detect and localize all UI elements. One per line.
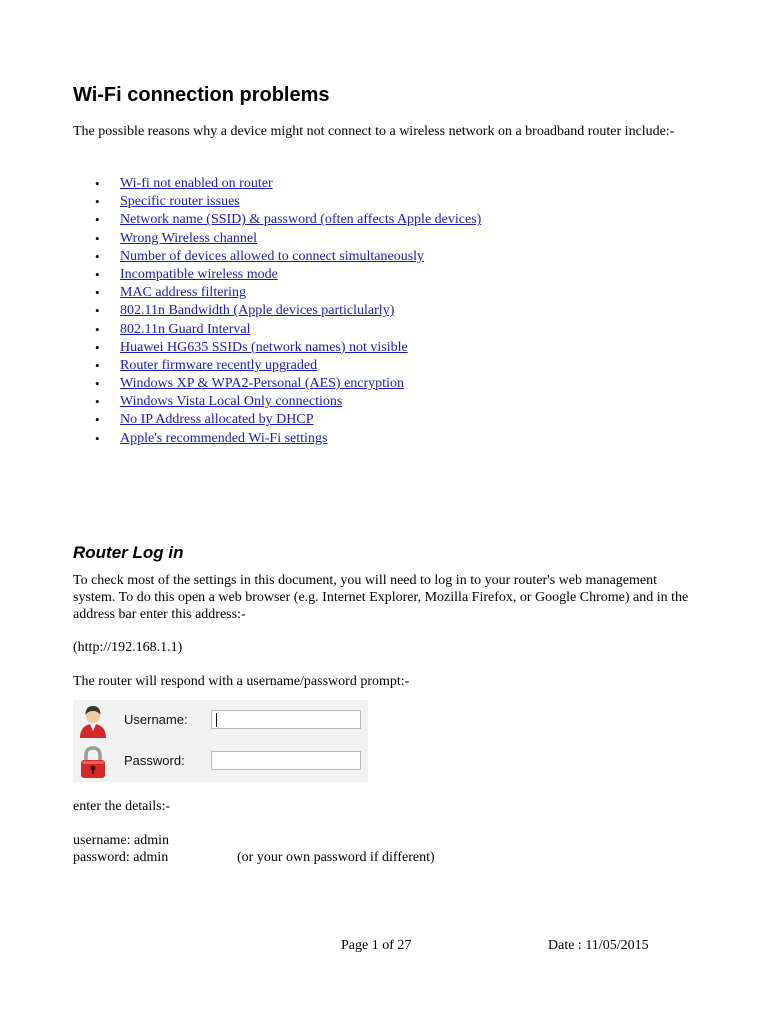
- list-item: [73, 321, 481, 339]
- password-line: password: admin: [73, 850, 169, 865]
- reason-link[interactable]: No IP Address allocated by DHCP: [120, 412, 314, 428]
- section-title: Router Log in: [73, 543, 184, 562]
- reason-link[interactable]: Apple's recommended Wi-Fi settings: [120, 430, 328, 446]
- login-prompt-image: [73, 700, 368, 782]
- password-row: [73, 741, 368, 782]
- reason-link[interactable]: Huawei HG635 SSIDs (network names) not visible: [120, 339, 408, 355]
- list-item: [73, 411, 481, 429]
- username-row: [73, 700, 368, 741]
- list-item: [73, 230, 481, 248]
- bullet: •: [95, 248, 100, 264]
- list-item: [73, 266, 481, 284]
- password-input[interactable]: [211, 751, 361, 770]
- list-item: [73, 302, 481, 320]
- list-item: [73, 248, 481, 266]
- document-date: Date : 11/05/2015: [548, 938, 649, 953]
- bullet: •: [95, 357, 100, 373]
- reason-link[interactable]: Number of devices allowed to connect simultaneously: [120, 248, 425, 264]
- list-item: [73, 393, 481, 411]
- bullet: •: [95, 176, 100, 191]
- bullet: •: [95, 394, 100, 410]
- login-instructions: To check most of the settings in this document, you will need to log in to your router's web management system. To do this open a web browser (e.g. Internet Explorer, Mozilla Firefox, or Google Chrome) and in the address bar enter this address:-: [73, 573, 689, 622]
- bullet: •: [95, 230, 100, 246]
- page-title: Wi-Fi connection problems: [73, 84, 330, 106]
- password-line-row: [73, 849, 435, 866]
- list-item: [73, 175, 481, 193]
- page-number: Page 1 of 27: [341, 938, 412, 953]
- reasons-list: [73, 175, 481, 448]
- username-input[interactable]: [211, 710, 361, 729]
- text-cursor: [216, 713, 217, 727]
- bullet: •: [95, 321, 100, 337]
- user-icon: [75, 703, 111, 739]
- intro-paragraph: The possible reasons why a device might not connect to a wireless network on a broadband router include:-: [73, 124, 675, 139]
- prompt-text: The router will respond with a username/password prompt:-: [73, 674, 410, 689]
- bullet: •: [95, 376, 100, 392]
- reason-link[interactable]: Specific router issues: [120, 194, 240, 210]
- bullet: •: [95, 430, 100, 446]
- bullet: •: [95, 212, 100, 228]
- bullet: •: [95, 339, 100, 355]
- list-item: [73, 339, 481, 357]
- username-label: Username:: [124, 712, 188, 727]
- bullet: •: [95, 303, 100, 319]
- reason-link[interactable]: 802.11n Bandwidth (Apple devices particlularly): [120, 303, 395, 319]
- list-item: [73, 375, 481, 393]
- password-label: Password:: [124, 753, 185, 768]
- router-address: (http://192.168.1.1): [73, 640, 183, 655]
- reason-link[interactable]: Wi-fi not enabled on router: [120, 176, 273, 191]
- password-note: (or your own password if different): [237, 850, 435, 865]
- list-item: [73, 211, 481, 229]
- reason-link[interactable]: Incompatible wireless mode: [120, 266, 278, 282]
- bullet: •: [95, 194, 100, 210]
- reason-link[interactable]: Wrong Wireless channel: [120, 230, 258, 246]
- list-item: [73, 193, 481, 211]
- bullet: •: [95, 285, 100, 301]
- reason-link[interactable]: Network name (SSID) & password (often affects Apple devices): [120, 212, 482, 228]
- reason-link[interactable]: Windows Vista Local Only connections: [120, 394, 343, 410]
- username-line: username: admin: [73, 833, 170, 848]
- reason-link[interactable]: 802.11n Guard Interval: [120, 321, 251, 337]
- list-item: [73, 357, 481, 375]
- list-item: [73, 284, 481, 302]
- reason-link[interactable]: MAC address filtering: [120, 285, 246, 301]
- bullet: •: [95, 412, 100, 428]
- enter-details-text: enter the details:-: [73, 799, 171, 814]
- reason-link[interactable]: Router firmware recently upgraded: [120, 357, 318, 373]
- list-item: [73, 430, 481, 448]
- bullet: •: [95, 266, 100, 282]
- lock-icon: [75, 744, 111, 780]
- reason-link[interactable]: Windows XP & WPA2-Personal (AES) encryption: [120, 376, 404, 392]
